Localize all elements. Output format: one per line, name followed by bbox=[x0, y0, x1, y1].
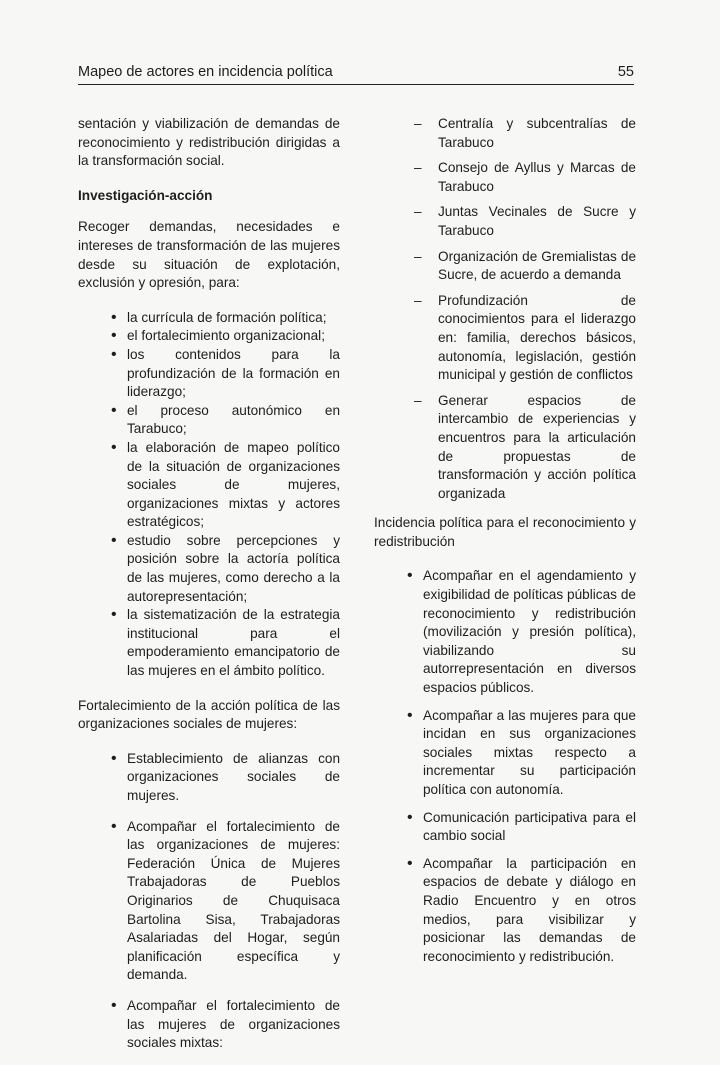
section-title: Incidencia política para el reconocimiento y redistribución bbox=[374, 515, 636, 549]
list-item: • Acompañar el fortalecimiento de las organizaciones de mujeres: Federación Única de Mujeres Trabajadoras de Pueblos Originarios de Chuquisaca Bartolina Sisa, Trabajadoras Asalariadas del Hogar, según planificación específica y demanda. bbox=[127, 818, 340, 985]
list-item: • Acompañar la participación en espacios de debate y diálogo en Radio Encuentro y en otros medios, para visibilizar y posicionar las demandas de reconocimiento y redistribución. bbox=[423, 855, 636, 967]
list-item: • Establecimiento de alianzas con organizaciones sociales de mujeres. bbox=[127, 750, 340, 806]
list-item: – Juntas Vecinales de Sucre y Tarabuco bbox=[438, 203, 636, 240]
list-item: – Organización de Gremialistas de Sucre, de acuerdo a demanda bbox=[438, 248, 636, 285]
organizations-dash-list bbox=[438, 115, 636, 503]
page-header bbox=[78, 62, 634, 85]
list-item: – Consejo de Ayllus y Marcas de Tarabuco bbox=[438, 159, 636, 196]
section-heading: Investigación-acción bbox=[78, 187, 213, 203]
page-number: 55 bbox=[617, 64, 634, 80]
list-item: – Centralía y subcentralías de Tarabuco bbox=[438, 115, 636, 152]
list-item: • la currícula de formación política; bbox=[127, 309, 340, 328]
list-item: • Acompañar el fortalecimiento de las mujeres de organizaciones sociales mixtas: bbox=[127, 997, 340, 1053]
list-item: • Comunicación participativa para el cambio social bbox=[423, 809, 636, 846]
list-item: • la elaboración de mapeo político de la situación de organizaciones sociales de mujeres, organizaciones mixtas y actores estratégicos; bbox=[127, 439, 340, 532]
list-item: • Acompañar a las mujeres para que incidan en sus organizaciones sociales mixtas respecto a incrementar su participación política con autonomía. bbox=[423, 707, 636, 800]
list-item: • el proceso autonómico en Tarabuco; bbox=[127, 402, 340, 439]
list-item: • Acompañar en el agendamiento y exigibilidad de políticas públicas de reconocimiento y redistribución (movilización y presión política), viabilizando su autorrepresentación en diversos espacios públicos. bbox=[423, 567, 636, 697]
strengthening-bullet-list bbox=[127, 750, 340, 1053]
section-title: Fortalecimiento de la acción política de las organizaciones sociales de mujeres: bbox=[78, 697, 340, 732]
list-item: – Profundización de conocimientos para el liderazgo en: familia, derechos básicos, autonomía, legislación, gestión municipal y gestión de conflictos bbox=[438, 292, 636, 385]
list-item: • estudio sobre percepciones y posición sobre la actoría política de las mujeres, como derecho a la autorepresentación; bbox=[127, 532, 340, 606]
list-item: – Generar espacios de intercambio de experiencias y encuentros para la articulación de propuestas de transformación y acción política organizada bbox=[438, 392, 636, 504]
research-bullet-list bbox=[127, 309, 340, 681]
intro-continuation: sentación y viabilización de demandas de reconocimiento y redistribución dirigidas a la transformación social. bbox=[78, 116, 340, 169]
advocacy-bullet-list bbox=[423, 567, 636, 966]
left-column bbox=[78, 115, 340, 1065]
running-title: Mapeo de actores en incidencia política bbox=[78, 64, 333, 80]
list-item: • el fortalecimiento organizacional; bbox=[127, 327, 340, 346]
list-item: • los contenidos para la profundización de la formación en liderazgo; bbox=[127, 346, 340, 402]
research-paragraph: Recoger demandas, necesidades e intereses de transformación de las mujeres desde su situación de explotación, exclusión y opresión, para: bbox=[78, 219, 340, 291]
right-column bbox=[374, 115, 636, 975]
list-item: • la sistematización de la estrategia institucional para el empoderamiento emancipatorio de las mujeres en el ámbito político. bbox=[127, 606, 340, 680]
